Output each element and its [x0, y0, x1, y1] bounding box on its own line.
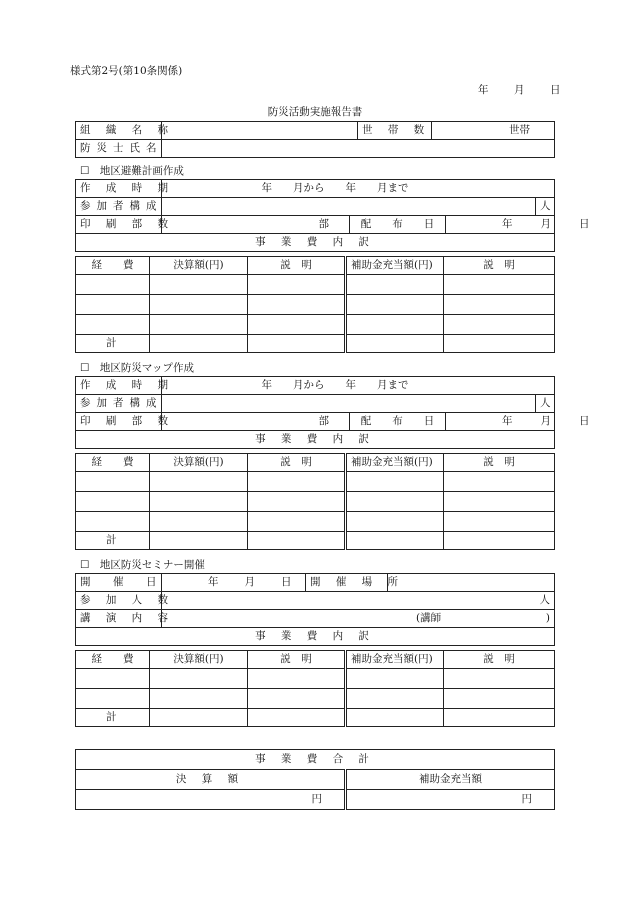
- seminar-desc2-header: 説 明: [444, 651, 555, 669]
- grand-subsidy-label: 補助金充当額: [346, 770, 555, 790]
- map-dist-label: 配 布 日: [350, 413, 446, 431]
- evac-row-cell[interactable]: [444, 295, 555, 315]
- seminar-count-unit: 人: [539, 594, 550, 606]
- map-dist-month: 月: [540, 415, 551, 427]
- evac-dist-year: 年: [502, 218, 513, 230]
- map-row-cell[interactable]: [76, 512, 150, 532]
- map-total-cell[interactable]: [346, 532, 444, 550]
- page-title: 防災活動実施報告書: [267, 106, 363, 118]
- evac-total-label: 計: [76, 335, 150, 353]
- map-desc-header: 説 明: [248, 454, 346, 472]
- date-day: 日: [550, 84, 561, 96]
- seminar-subsidy-header: 補助金充当額(円): [346, 651, 444, 669]
- evac-desc2-header: 説 明: [444, 257, 555, 275]
- seminar-row-cell[interactable]: [444, 689, 555, 709]
- form-number: 様式第2号(第10条関係): [70, 65, 183, 77]
- evac-settled-header: 決算額(円): [150, 257, 248, 275]
- seminar-breakdown-title: 事 業 費 内 訳: [76, 628, 555, 646]
- seminar-count-label: 参 加 人 数: [76, 592, 162, 610]
- evac-dist-day: 日: [579, 218, 590, 230]
- seminar-date-month: 月: [244, 576, 255, 588]
- map-period-label: 作 成 時 期: [76, 377, 162, 395]
- section-map-heading: [80, 360, 194, 375]
- map-row-cell[interactable]: [150, 492, 248, 512]
- date-month: 月: [514, 84, 525, 96]
- seminar-row-cell[interactable]: [76, 689, 150, 709]
- seminar-row-cell[interactable]: [248, 689, 346, 709]
- map-print-field[interactable]: [162, 413, 350, 431]
- section-evac-heading: [80, 163, 184, 178]
- evac-row-cell[interactable]: [150, 275, 248, 295]
- evac-row-cell[interactable]: [76, 315, 150, 335]
- evac-row-cell[interactable]: [76, 295, 150, 315]
- seminar-row-cell[interactable]: [346, 669, 444, 689]
- map-subsidy-header: 補助金充当額(円): [346, 454, 444, 472]
- map-dist-day: 日: [579, 415, 590, 427]
- evac-row-cell[interactable]: [150, 295, 248, 315]
- seminar-row-cell[interactable]: [150, 689, 248, 709]
- map-checkbox[interactable]: ☐: [80, 362, 90, 374]
- grand-total-title: 事 業 費 合 計: [76, 750, 555, 770]
- map-total-cell[interactable]: [248, 532, 346, 550]
- seminar-close-paren: ): [545, 612, 550, 624]
- seminar-count-field[interactable]: [162, 592, 555, 610]
- section-seminar-heading: [80, 557, 205, 572]
- evac-total-cell[interactable]: [150, 335, 248, 353]
- seminar-lecturer-label: (講師: [416, 612, 442, 624]
- map-row-cell[interactable]: [346, 512, 444, 532]
- map-row-cell[interactable]: [76, 472, 150, 492]
- map-participants-unit: 人: [536, 395, 555, 413]
- grand-settled-label: 決 算 額: [76, 770, 346, 790]
- evac-participants-label: 参加者構成: [76, 198, 162, 216]
- map-print-label: 印 刷 部 数: [76, 413, 162, 431]
- seminar-checkbox[interactable]: ☐: [80, 559, 90, 571]
- map-breakdown-title: 事 業 費 内 訳: [76, 431, 555, 449]
- evac-info-table: [75, 179, 590, 252]
- evac-print-unit: 部: [318, 218, 329, 230]
- evac-row-cell[interactable]: [346, 275, 444, 295]
- grand-subsidy-unit: 円: [521, 793, 532, 805]
- grand-subsidy-field[interactable]: [346, 790, 555, 810]
- org-table: [75, 121, 555, 158]
- map-row-cell[interactable]: [150, 512, 248, 532]
- seminar-content-label: 講 演 内 容: [76, 610, 162, 628]
- evac-row-cell[interactable]: [444, 315, 555, 335]
- evac-title: 地区避難計画作成: [99, 165, 184, 177]
- evac-row-cell[interactable]: [248, 295, 346, 315]
- date-year: 年: [478, 84, 489, 96]
- seminar-place-field[interactable]: [388, 574, 555, 592]
- seminar-cost-header: 経 費: [76, 651, 150, 669]
- seminar-row-cell[interactable]: [76, 669, 150, 689]
- map-row-cell[interactable]: [248, 512, 346, 532]
- evac-total-cell[interactable]: [248, 335, 346, 353]
- seminar-desc-header: 説 明: [248, 651, 346, 669]
- evac-cost-header: 経 費: [76, 257, 150, 275]
- evac-total-cell[interactable]: [346, 335, 444, 353]
- evac-row-cell[interactable]: [150, 315, 248, 335]
- seminar-date-label: 開 催 日: [76, 574, 162, 592]
- map-row-cell[interactable]: [150, 472, 248, 492]
- seminar-total-label: 計: [76, 709, 150, 727]
- evac-period-field[interactable]: 年 月から 年 月まで: [162, 180, 555, 198]
- evac-dist-month: 月: [540, 218, 551, 230]
- evac-row-cell[interactable]: [346, 315, 444, 335]
- map-row-cell[interactable]: [76, 492, 150, 512]
- map-row-cell[interactable]: [444, 472, 555, 492]
- map-row-cell[interactable]: [346, 492, 444, 512]
- org-name-label: 組 織 名 称: [76, 122, 162, 140]
- officer-label: 防災士氏名: [76, 140, 162, 158]
- evac-breakdown-title: 事 業 費 内 訳: [76, 234, 555, 252]
- seminar-date-day: 日: [281, 576, 292, 588]
- map-dist-field[interactable]: [446, 413, 590, 431]
- evac-period-label: 作 成 時 期: [76, 180, 162, 198]
- evac-print-field[interactable]: [162, 216, 350, 234]
- households-field[interactable]: [432, 122, 555, 140]
- map-desc2-header: 説 明: [444, 454, 555, 472]
- map-cost-table: [75, 453, 555, 550]
- seminar-info-table: [75, 573, 555, 646]
- map-total-label: 計: [76, 532, 150, 550]
- seminar-row-cell[interactable]: [346, 689, 444, 709]
- seminar-total-cell[interactable]: [150, 709, 248, 727]
- evac-subsidy-header: 補助金充当額(円): [346, 257, 444, 275]
- seminar-content-field[interactable]: [162, 610, 555, 628]
- evac-print-label: 印 刷 部 数: [76, 216, 162, 234]
- evac-row-cell[interactable]: [76, 275, 150, 295]
- evac-dist-label: 配 布 日: [350, 216, 446, 234]
- map-participants-label: 参加者構成: [76, 395, 162, 413]
- map-row-cell[interactable]: [248, 492, 346, 512]
- households-unit: 世帯: [509, 124, 530, 136]
- seminar-settled-header: 決算額(円): [150, 651, 248, 669]
- map-cost-header: 経 費: [76, 454, 150, 472]
- grand-total-table: [75, 749, 555, 810]
- evac-row-cell[interactable]: [248, 315, 346, 335]
- grand-settled-unit: 円: [311, 793, 322, 805]
- evac-participants-field[interactable]: [162, 198, 536, 216]
- officer-field[interactable]: [162, 140, 555, 158]
- map-row-cell[interactable]: [444, 492, 555, 512]
- evac-total-cell[interactable]: [444, 335, 555, 353]
- seminar-total-cell[interactable]: [444, 709, 555, 727]
- households-label: 世 帯 数: [358, 122, 432, 140]
- map-row-cell[interactable]: [444, 512, 555, 532]
- seminar-row-cell[interactable]: [150, 669, 248, 689]
- org-name-field[interactable]: [162, 122, 358, 140]
- evac-row-cell[interactable]: [444, 275, 555, 295]
- map-participants-field[interactable]: [162, 395, 536, 413]
- seminar-date-year: 年: [208, 576, 219, 588]
- seminar-place-label: 開 催 場 所: [306, 574, 388, 592]
- map-period-field[interactable]: 年 月から 年 月まで: [162, 377, 555, 395]
- map-settled-header: 決算額(円): [150, 454, 248, 472]
- evac-dist-field[interactable]: [446, 216, 590, 234]
- map-info-table: [75, 376, 590, 449]
- seminar-row-cell[interactable]: [444, 669, 555, 689]
- map-dist-year: 年: [502, 415, 513, 427]
- grand-settled-field[interactable]: [76, 790, 346, 810]
- seminar-row-cell[interactable]: [248, 669, 346, 689]
- seminar-cost-table: [75, 650, 555, 727]
- map-print-unit: 部: [318, 415, 329, 427]
- seminar-date-field[interactable]: [162, 574, 306, 592]
- seminar-total-cell[interactable]: [346, 709, 444, 727]
- seminar-total-cell[interactable]: [248, 709, 346, 727]
- evac-cost-table: [75, 256, 555, 353]
- map-total-cell[interactable]: [150, 532, 248, 550]
- evac-desc-header: 説 明: [248, 257, 346, 275]
- map-title: 地区防災マップ作成: [99, 362, 195, 374]
- evac-checkbox[interactable]: ☐: [80, 165, 90, 177]
- evac-participants-unit: 人: [536, 198, 555, 216]
- map-row-cell[interactable]: [346, 472, 444, 492]
- map-row-cell[interactable]: [248, 472, 346, 492]
- seminar-title: 地区防災セミナー開催: [99, 559, 205, 571]
- map-total-cell[interactable]: [444, 532, 555, 550]
- evac-row-cell[interactable]: [346, 295, 444, 315]
- evac-row-cell[interactable]: [248, 275, 346, 295]
